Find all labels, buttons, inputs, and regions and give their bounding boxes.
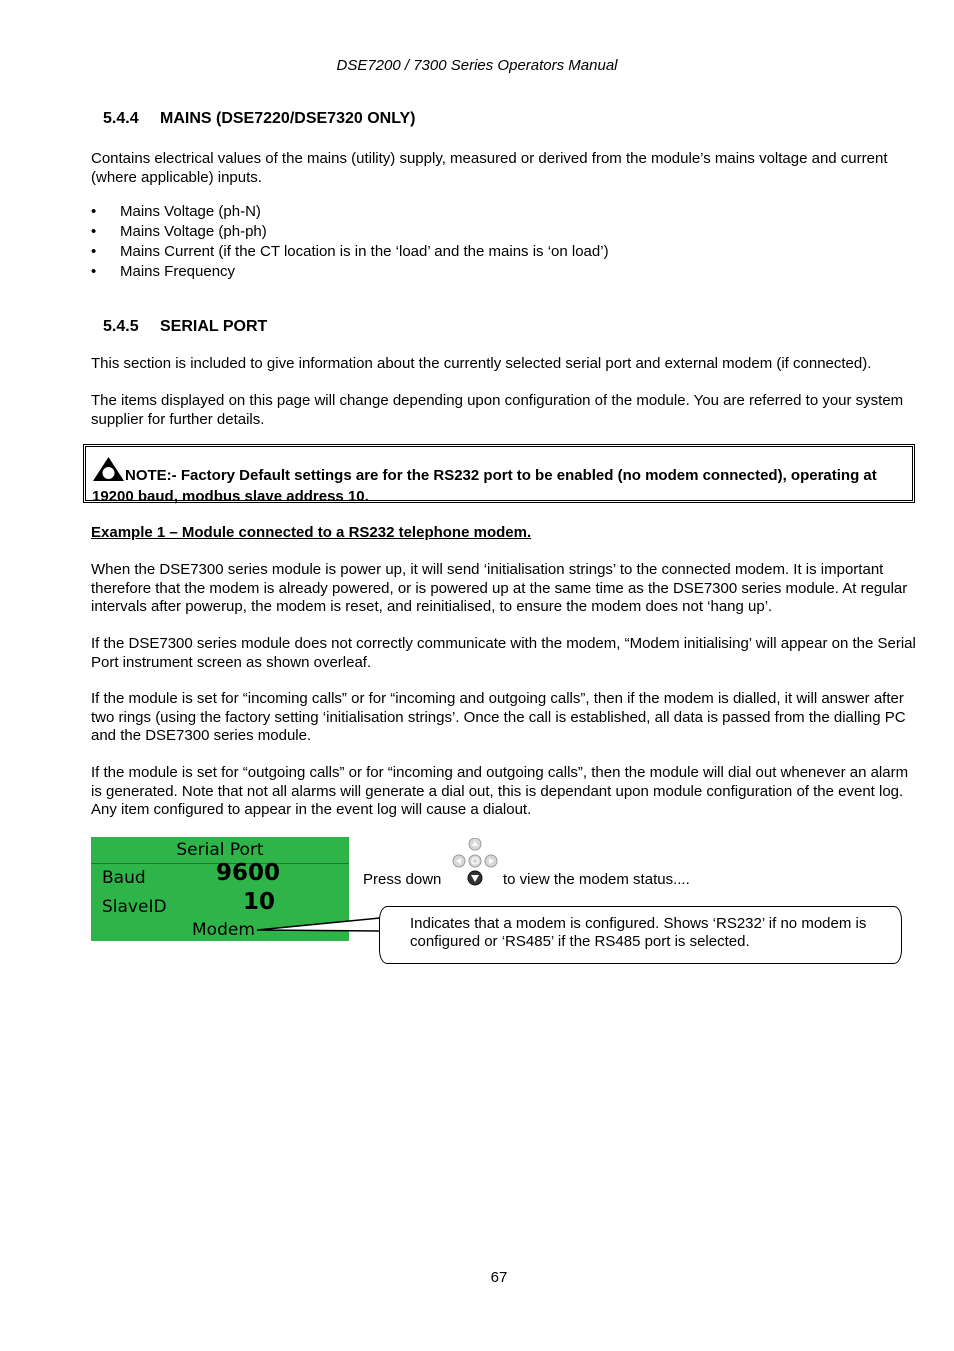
list-item: • Mains Frequency	[91, 262, 921, 282]
page-number: 67	[490, 1269, 508, 1286]
lcd-baud-label: Baud	[102, 868, 146, 888]
lcd-baud-value: 9600	[216, 860, 281, 886]
lcd-title: Serial Port	[91, 837, 349, 864]
list-item: • Mains Voltage (ph-N)	[91, 202, 921, 222]
note-box	[83, 444, 915, 503]
example-para-3: If the module is set for “incoming calls” or for “incoming and outgoing calls”, then if the modem is dialled, it will answer after two rings (using the factory setting ‘initialisation strings’. Once the call is established, all data is passed from the dialling PC and the DSE7300 series module.	[91, 690, 906, 744]
view-modem-status-text: to view the modem status....	[503, 871, 690, 888]
mains-item-list	[91, 202, 921, 282]
press-down-text: Press down	[363, 871, 442, 888]
section-number: 5.4.4	[103, 110, 139, 127]
section-number: 5.4.5	[103, 318, 139, 335]
warning-icon	[92, 456, 125, 487]
running-header: DSE7200 / 7300 Series Operators Manual	[336, 57, 618, 74]
lcd-slave-value: 10	[243, 889, 276, 915]
callout-text: Indicates that a modem is configured. Shows ‘RS232’ if no modem is configured or ‘RS485’ if the RS485 port is selected.	[410, 915, 867, 950]
section-heading-serial	[103, 318, 267, 337]
example-para-4: If the module is set for “outgoing calls” or for “incoming and outgoing calls”, then the module will dial out whenever an alarm is generated. Note that not all alarms will generate a dial out, this is dependant upon module configuration of the event log. Any item configured to appear in the event log will cause a dialout.	[91, 764, 909, 818]
example-para-2: If the DSE7300 series module does not correctly communicate with the modem, “Modem initialising’ will appear on the Serial Port instrument screen as shown overleaf.	[91, 635, 916, 671]
note-text: NOTE:- Factory Default settings are for the RS232 port to be enabled (no modem connected), operating at 19200 baud, modbus slave address 10.	[92, 467, 877, 505]
note-content	[92, 456, 892, 506]
example-heading: Example 1 – Module connected to a RS232 telephone modem.	[91, 524, 532, 541]
lcd-slave-label: SlaveID	[102, 897, 167, 917]
list-item: • Mains Voltage (ph-ph)	[91, 222, 921, 242]
callout-pointer	[255, 915, 385, 940]
serial-para-2: The items displayed on this page will change depending upon configuration of the module. You are referred to your system supplier for further details.	[91, 392, 904, 428]
section-title: MAINS (DSE7220/DSE7320 ONLY)	[160, 110, 416, 127]
example-para-1: When the DSE7300 series module is power up, it will send ‘initialisation strings’ to the connected modem. It is important therefore that the modem is already powered, or is powered up at the same time as the DSE7300 series module. At regular intervals after powerup, the modem is reset, and reinitialised, to ensure the modem does not ‘hang up’.	[91, 561, 908, 615]
section-title: SERIAL PORT	[160, 318, 268, 335]
mains-intro: Contains electrical values of the mains (utility) supply, measured or derived from the module’s mains voltage and current (where applicable) inputs.	[91, 150, 888, 186]
lcd-modem-label: Modem	[192, 920, 255, 940]
list-item: • Mains Current (if the CT location is in the ‘load’ and the mains is ‘on load’)	[91, 242, 921, 262]
serial-para-1: This section is included to give information about the currently selected serial port and external modem (if connected).	[91, 355, 872, 372]
navigation-keypad-icon	[450, 838, 500, 894]
section-heading-mains	[103, 110, 416, 129]
callout-bubble	[379, 906, 902, 964]
